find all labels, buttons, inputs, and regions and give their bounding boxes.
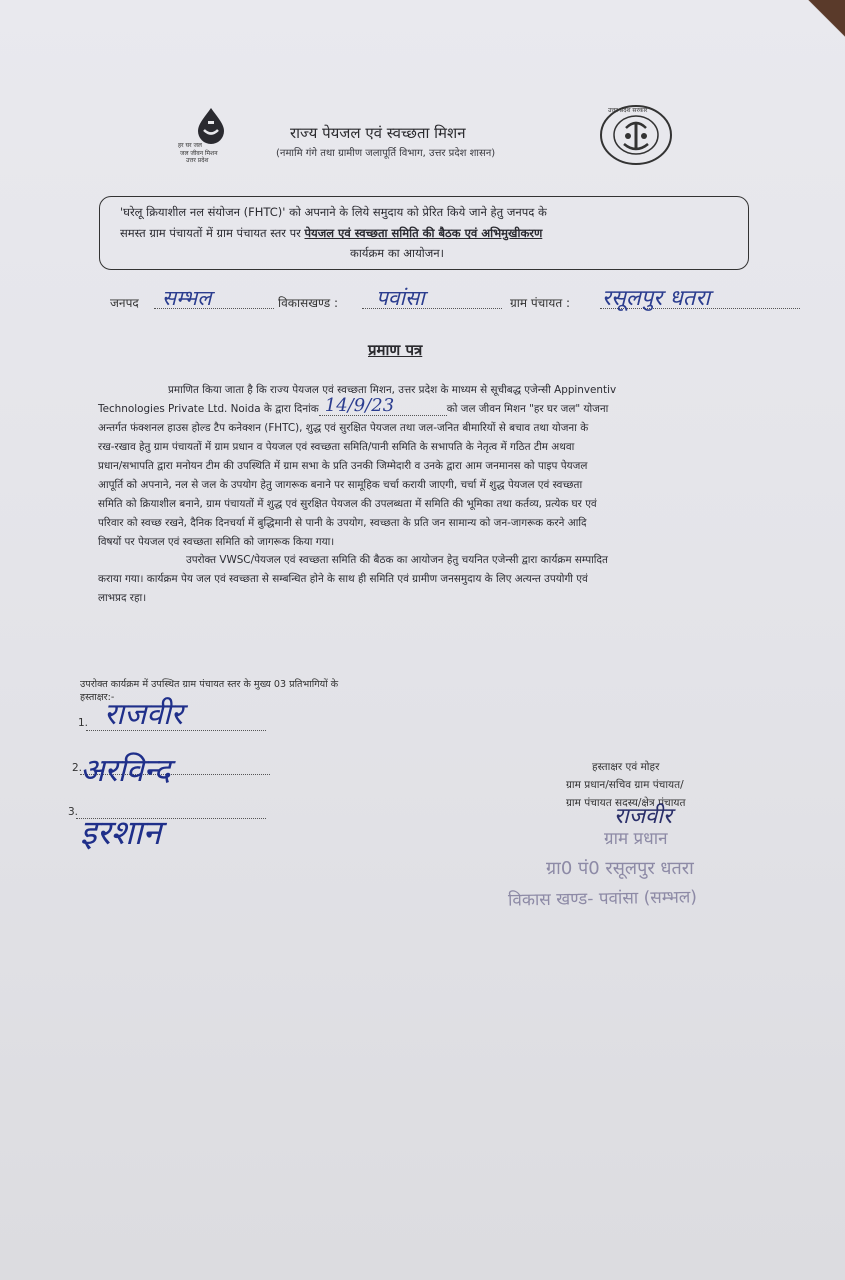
box-line-2-prefix: समस्त ग्राम पंचायतों में ग्राम पंचायत स्तर पर (120, 226, 305, 240)
participant-2-number: 2. (72, 762, 83, 774)
body-line-2-a: Technologies Private Ltd. Noida के द्वारा दिनांक (98, 403, 319, 415)
date-dots (319, 395, 447, 416)
district-value: सम्भल (162, 286, 212, 310)
participants-intro: उपरोक्त कार्यक्रम में उपस्थित ग्राम पंचायत स्तर के मुख्य 03 प्रतिभागियों के (80, 679, 339, 690)
gp-value: रसूलपुर धतरा (602, 286, 711, 311)
pradhan-signature: राजवीर (614, 804, 672, 829)
participants-intro-2: हस्ताक्षर:- (80, 692, 115, 703)
body-line-9: विषयों पर पेयजल एवं स्वच्छता समिति को जागरूक किया गया। (98, 536, 335, 548)
logo-text-2: जल जीवन मिशन (180, 150, 218, 157)
header-subtitle: (नमामि गंगे तथा ग्रामीण जलापूर्ति विभाग, उत्तर प्रदेश शासन) (276, 148, 496, 159)
sign-role-line-2: ग्राम पंचायत सदस्य/क्षेत्र पंचायत (566, 797, 686, 809)
body-line-2 (98, 395, 609, 416)
body-line-3: अन्तर्गत फंक्शनल हाउस होल्ड टैप कनेक्शन (FHTC), शुद्ध एवं सुरक्षित पेयजल तथा जल-जनित बीमारियों से बचाव तथा योजना के (98, 422, 589, 434)
body-line-6: आपूर्ति को अपनाने, नल से जल के उपयोग हेतु जागरूक बनाने पर सामूहिक चर्चा करायी जाएगी, चर्चा में शुद्ध पेयजल एवं स्वच्छता (98, 479, 583, 491)
participant-3-number: 3. (68, 806, 79, 818)
participant-1-signature: राजवीर (104, 697, 184, 732)
sign-seal-label: हस्ताक्षर एवं मोहर (592, 761, 660, 773)
gp-label: ग्राम पंचायत : (510, 296, 571, 310)
body-line-12: लाभप्रद रहा। (98, 592, 147, 604)
box-line-3: कार्यक्रम का आयोजन। (350, 246, 444, 260)
logo-text-3: उत्तर प्रदेश (186, 157, 209, 164)
box-line-1: 'घरेलू क्रियाशील नल संयोजन (FHTC)' को अपनाने के लिये समुदाय को प्रेरित किये जाने हेतु जनपद के (120, 205, 547, 219)
emblem-arc-text: उत्तर प्रदेश सरकार (608, 107, 648, 114)
page-corner-shadow (785, 0, 845, 60)
meeting-date: 14/9/23 (324, 395, 395, 416)
body-line-2-b: को जल जीवन मिशन "हर घर जल" योजना (446, 403, 609, 415)
stamp-line-3: विकास खण्ड- पवांसा (सम्भल) (507, 887, 698, 911)
body-line-4: रख-रखाव हेतु ग्राम पंचायतों में ग्राम प्रधान व पेयजल एवं स्वच्छता समिति/पानी समिति के सभापति के नेतृत्व में गठित टीम अथवा (98, 441, 575, 453)
block-label: विकासखण्ड : (278, 296, 339, 310)
district-label: जनपद (110, 296, 139, 310)
block-value: पवांसा (376, 286, 425, 310)
stamp-line-2: ग्रा0 पं0 रसूलपुर धतरा (546, 858, 694, 879)
header-title: राज्य पेयजल एवं स्वच्छता मिशन (290, 124, 466, 142)
participant-2-signature: अरविन्द (80, 751, 171, 789)
box-line-2 (120, 226, 542, 241)
body-line-1: प्रमाणित किया जाता है कि राज्य पेयजल एवं स्वच्छता मिशन, उत्तर प्रदेश के माध्यम से सूचीबद्ध एजेन्सी Appinventiv (168, 384, 617, 396)
participant-1-number: 1. (78, 717, 89, 729)
sign-role-line-1: ग्राम प्रधान/सचिव ग्राम पंचायत/ (566, 779, 684, 791)
body-line-10: उपरोक्त VWSC/पेयजल एवं स्वच्छता समिति की बैठक का आयोजन हेतु चयनित एजेन्सी द्वारा कार्यक्रम सम्पादित (186, 554, 608, 566)
stamp-line-1: ग्राम प्रधान (604, 829, 668, 849)
certificate-title: प्रमाण पत्र (368, 341, 423, 359)
location-fields (110, 288, 830, 318)
body-line-5: प्रधान/सभापति द्वारा मनोयन टीम की उपस्थिति में ग्राम सभा के प्रति उनकी जिम्मेदारी व उनके द्वारा आम जनमानस को पाइप पेयजल (98, 460, 588, 472)
body-line-11: कराया गया। कार्यक्रम पेय जल एवं स्वच्छता से सम्बन्धित होने के साथ ही समिति एवं ग्रामीण जनसमुदाय के लिए अत्यन्त उपयोगी एवं (98, 573, 588, 585)
body-line-8: परिवार को स्वच्छ रखने, दैनिक दिनचर्या में बुद्धिमानी से पानी के उपयोग, स्वच्छता के प्रति जन सामान्य को जन-जागरूक करने आदि (98, 517, 587, 529)
logo-text-1: हर घर जल (178, 142, 202, 149)
participant-3-signature: इरशान (80, 813, 162, 853)
body-line-7: समिति को क्रियाशील बनाने, ग्राम पंचायतों में शुद्ध एवं सुरक्षित पेयजल की उपलब्धता में समिति की भूमिका तथा कर्तव्य, प्रत्येक घर एवं (98, 498, 597, 510)
box-line-2-bold: पेयजल एवं स्वच्छता समिति की बैठक एवं अभिमुखीकरण (304, 226, 543, 240)
